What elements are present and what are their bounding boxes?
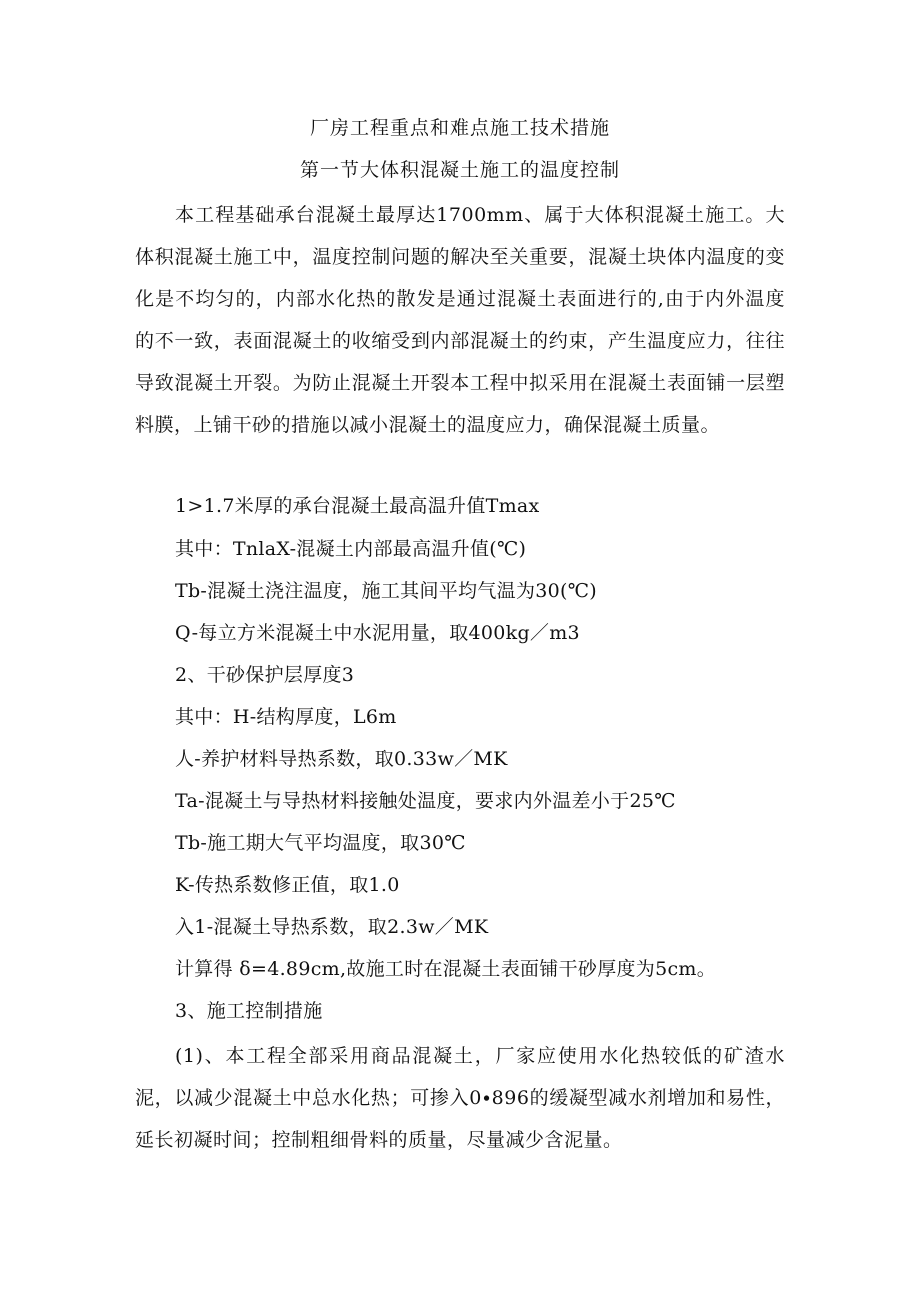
text-line: 1>1.7米厚的承台混凝土最高温升值Tmax — [175, 495, 540, 517]
text-line: 入1-混凝土导热系数，取2.3w／MK — [175, 916, 489, 938]
text-line: K-传热系数修正值，取1.0 — [175, 874, 400, 896]
text-line: Tb-施工期大气平均温度，取30℃ — [175, 832, 466, 854]
intro-paragraph: 本工程基础承台混凝土最厚达1700mm、属于大体积混凝土施工。大体积混凝土施工中，温度控制问题的解决至关重要，混凝土块体内温度的变化是不均匀的，内部水化热的散发是通过混凝土表面进行的,由于内外温度的不一致，表面混凝土的收缩受到内部混凝土的约束，产生温度应力，往往导致混凝土开裂。为防止混凝土开裂本工程中拟采用在混凝土表面铺一层塑料膜，上铺干砂的措施以减小混凝土的温度应力，确保混凝土质量。 — [135, 204, 785, 436]
text-line: 其中：H-结构厚度，L6m — [175, 706, 397, 728]
measure-paragraph: (1)、本工程全部采用商品混凝土，厂家应使用水化热较低的矿渣水泥，以减少混凝土中总水化热；可掺入0∙896的缓凝型减水剂增加和易性，延长初凝时间；控制粗细骨料的质量，尽量减少含泥量。 — [135, 1045, 785, 1151]
text-line: Q-每立方米混凝土中水泥用量，取400kg／m3 — [175, 622, 580, 644]
section-title: 第一节大体积混凝土施工的温度控制 — [299, 159, 620, 181]
text-line: 计算得 δ=4.89cm,故施工时在混凝土表面铺干砂厚度为5cm。 — [175, 958, 717, 980]
text-line: 2、干砂保护层厚度3 — [175, 664, 355, 686]
text-line: 3、施工控制措施 — [175, 1000, 323, 1022]
text-line: Ta-混凝土与导热材料接触处温度，要求内外温差小于25℃ — [175, 790, 676, 812]
text-line: 其中：TnlaX-混凝土内部最高温升值(℃) — [175, 538, 527, 560]
text-line: 人-养护材料导热系数，取0.33w／MK — [175, 748, 508, 770]
text-line: Tb-混凝土浇注温度，施工其间平均气温为30(℃) — [175, 580, 598, 602]
document-title: 厂房工程重点和难点施工技术措施 — [309, 117, 610, 139]
